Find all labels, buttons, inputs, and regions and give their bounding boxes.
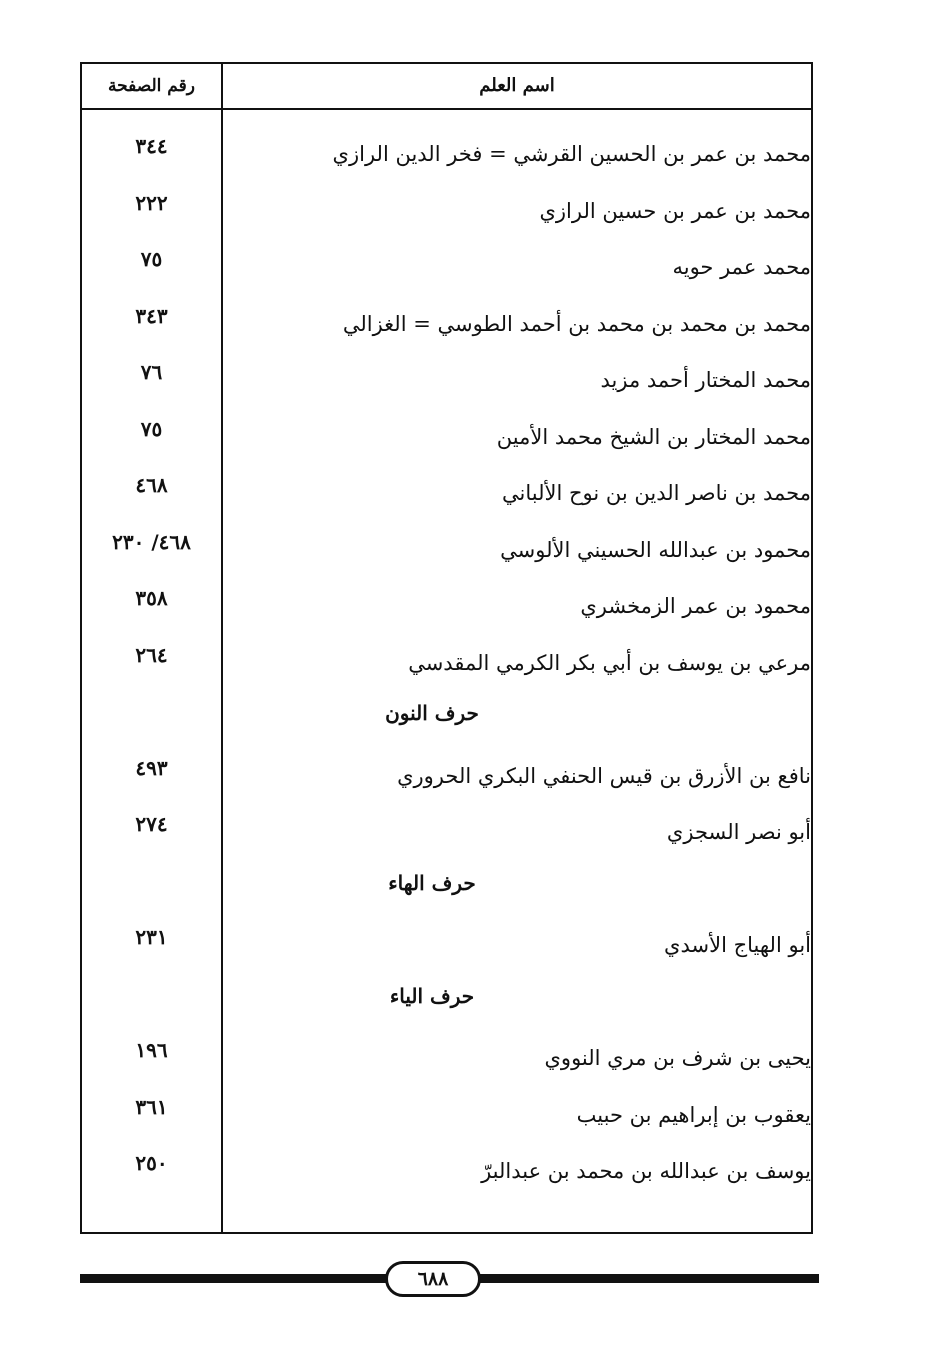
page-reference: ٢٦٤ [135,642,168,667]
person-name: أبو الهياج الأسدي [664,933,811,957]
table-row [82,522,811,579]
page-reference: ٣٤٣ [135,303,168,328]
table-header [82,64,811,110]
table-row [82,917,811,974]
index-table [80,62,813,1234]
page-reference: ٣٥٨ [135,586,168,610]
page-reference: ٤٦٨ [135,473,168,497]
table-row [82,183,811,240]
person-name: محمد بن محمد بن محمد بن أحمد الطوسي = الغزالي [342,311,811,336]
section-heading-row [82,861,811,918]
person-name: محمد بن ناصر الدين بن نوح الألباني [502,481,811,505]
table-row [82,635,811,692]
page-reference: ٤٩٣ [135,755,168,780]
table-row [82,239,811,296]
page-reference: ١٩٦ [135,1038,168,1062]
person-name: محمد المختار أحمد مزيد [600,368,811,392]
page-reference: ٢٥٠ [135,1151,168,1175]
person-name: نافع بن الأزرق بن قيس الحنفي البكري الحروري [397,763,811,788]
person-name: يحيى بن شرف بن مري النووي [544,1046,811,1070]
person-name: محمد عمر حويه [672,255,811,279]
page-reference: ٤٦٨/ ٢٣٠ [112,529,191,554]
page-number: ٦٨٨ [385,1261,481,1297]
person-name: يعقوب بن إبراهيم بن حبيب [576,1102,811,1127]
section-heading-row [82,691,811,748]
table-row [82,578,811,635]
table-row [82,465,811,522]
header-name-column: اسم العلم [479,75,555,96]
person-name: مرعي بن يوسف بن أبي بكر الكرمي المقدسي [408,650,811,675]
table-body [82,126,811,1200]
person-name: أبو نصر السجزي [666,820,811,844]
page-reference: ٢٢٢ [135,190,168,215]
table-row [82,296,811,353]
page-reference: ٧٦ [140,360,163,384]
section-heading-row [82,974,811,1031]
table-row [82,352,811,409]
section-heading: حرف الهاء [388,870,476,895]
person-name: محمد بن عمر بن الحسين القرشي = فخر الدين الرازي [332,142,811,166]
page-reference: ٧٥ [140,416,163,441]
person-name: محمد بن عمر بن حسين الرازي [539,198,811,223]
page-reference: ٣٦١ [135,1094,168,1119]
section-heading: حرف الياء [389,983,475,1008]
person-name: محمد المختار بن الشيخ محمد الأمين [496,424,811,449]
table-row [82,409,811,466]
page-reference: ٧٥ [140,247,163,271]
page-reference: ٢٧٤ [135,812,168,836]
person-name: محمود بن عمر الزمخشري [580,594,811,618]
table-row [82,1143,811,1200]
table-row [82,1030,811,1087]
header-page-column: رقم الصفحة [108,76,195,96]
table-row [82,1087,811,1144]
page-reference: ٢٣١ [135,925,168,949]
person-name: يوسف بن عبدالله بن محمد بن عبدالبرّ [481,1159,811,1183]
table-row [82,804,811,861]
table-row [82,126,811,183]
page-reference: ٣٤٤ [135,134,168,158]
section-heading: حرف النون [385,701,479,725]
person-name: محمود بن عبدالله الحسيني الألوسي [500,537,811,562]
table-row [82,748,811,805]
